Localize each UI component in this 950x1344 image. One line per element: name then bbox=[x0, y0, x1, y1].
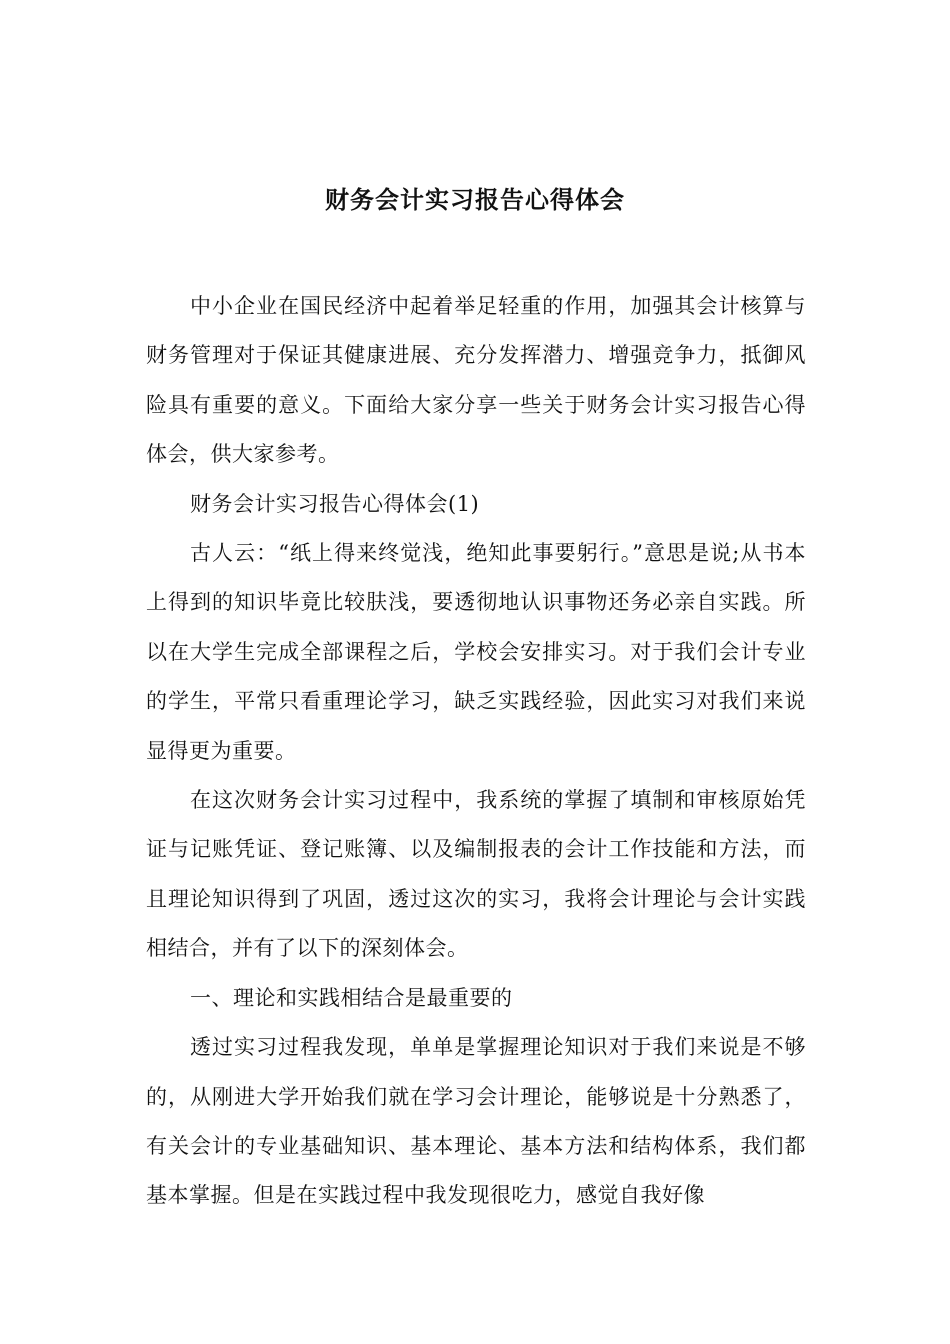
paragraph-quote: 古人云：“纸上得来终觉浅，绝知此事要躬行。”意思是说;从书本上得到的知识毕竟比较肤浅，要透彻地认识事物还务必亲自实践。所以在大学生完成全部课程之后，学校会安排实习。对于我们会计专业的学生，平常只看重理论学习，缺乏实践经验，因此实习对我们来说显得更为重要。 bbox=[146, 541, 806, 763]
paragraph-intro: 中小企业在国民经济中起着举足轻重的作用，加强其会计核算与财务管理对于保证其健康进展、充分发挥潜力、增强竞争力，抵御风险具有重要的意义。下面给大家分享一些关于财务会计实习报告心得体会，供大家参考。 bbox=[146, 294, 806, 467]
paragraph-practice: 在这次财务会计实习过程中，我系统的掌握了填制和审核原始凭证与记账凭证、登记账簿、以及编制报表的会计工作技能和方法，而且理论知识得到了巩固，透过这次的实习，我将会计理论与会计实践相结合，并有了以下的深刻体会。 bbox=[146, 788, 806, 961]
document-body bbox=[146, 282, 806, 1221]
document-title: 财务会计实习报告心得体会 bbox=[325, 186, 625, 214]
subheading-theory-practice: 一、理论和实践相结合是最重要的 bbox=[190, 985, 513, 1010]
paragraph-findings: 透过实习过程我发现，单单是掌握理论知识对于我们来说是不够的，从刚进大学开始我们就在学习会计理论，能够说是十分熟悉了，有关会计的专业基础知识、基本理论、基本方法和结构体系，我们都基本掌握。但是在实践过程中我发现很吃力，感觉自我好像 bbox=[146, 1035, 806, 1208]
section-heading-part-1: 财务会计实习报告心得体会(1) bbox=[190, 491, 480, 516]
